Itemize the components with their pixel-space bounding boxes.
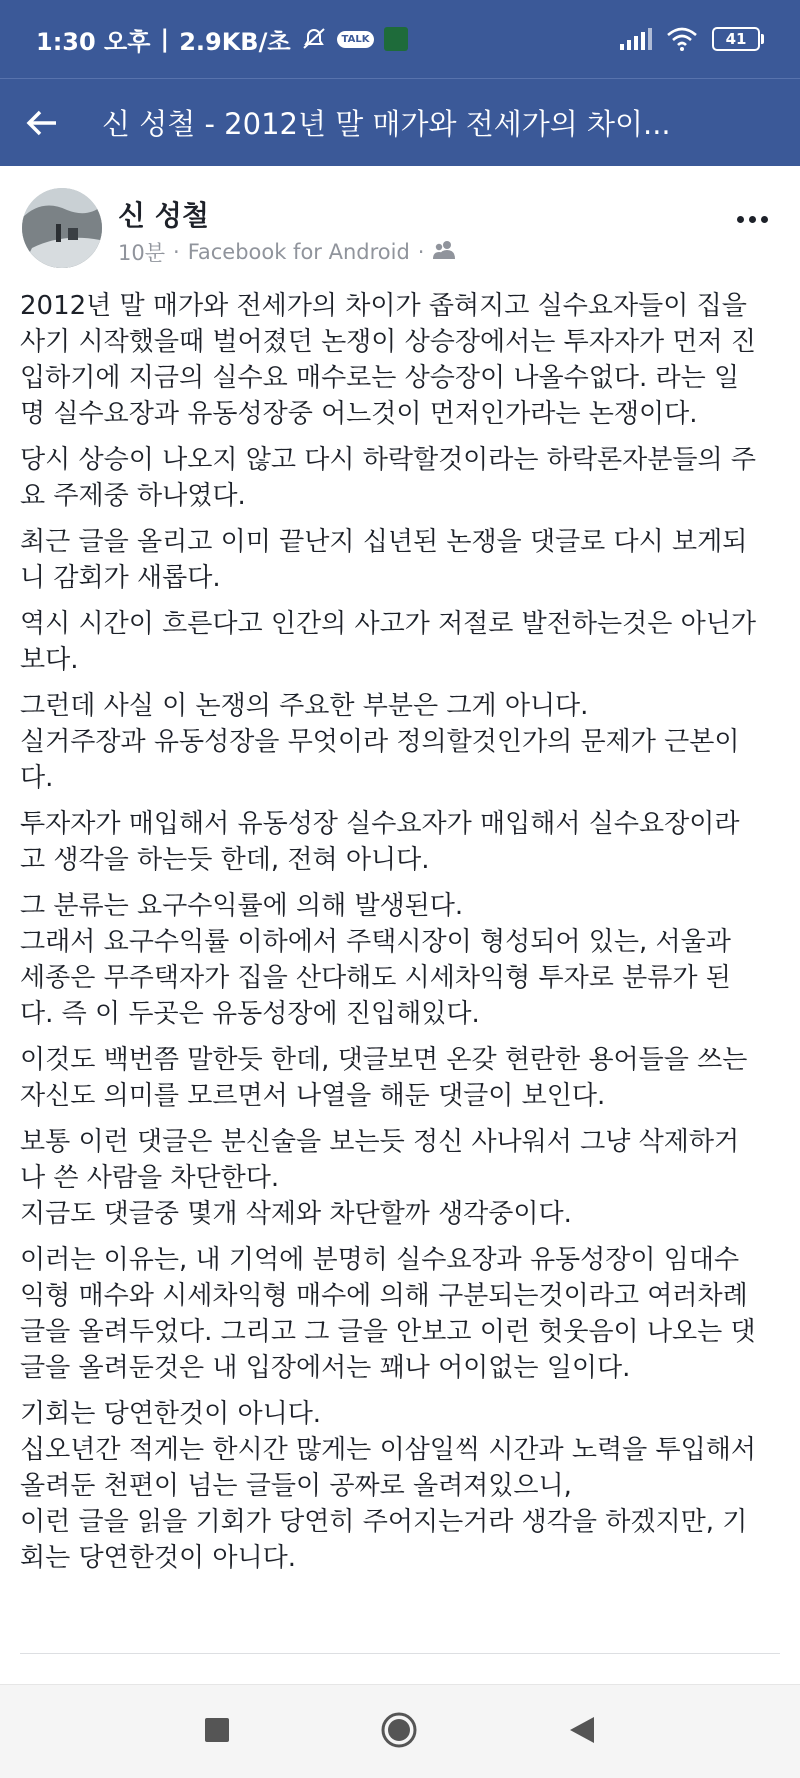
post-text-line: 실거주장과 유동성장을 무엇이라 정의할것인가의 문제가 근본이 [20, 727, 740, 757]
post-text-line: 십오년간 적게는 한시간 많게는 이삼일씩 시간과 노력을 투입해서 [20, 1435, 756, 1465]
post-paragraph [20, 688, 784, 796]
post-text-line: 익형 매수와 시세차익형 매수에 의해 구분되는것이라고 여러차례 [20, 1281, 748, 1311]
talk-icon: TALK [337, 31, 375, 48]
post-text-line: 요 주제중 하나였다. [20, 481, 246, 511]
meta-separator: · [173, 240, 180, 264]
post-text-line: 이러는 이유는, 내 기억에 분명히 실수요장과 유동성장이 임대수 [20, 1245, 740, 1275]
post-text-line: 그런데 사실 이 논쟁의 주요한 부분은 그게 아니다. [20, 691, 589, 721]
battery-level: 41 [712, 27, 760, 51]
post-text-line: 회는 당연한것이 아니다. [20, 1543, 296, 1573]
post-text-line: 이것도 백번쯤 말한듯 한데, 댓글보면 온갖 현란한 용어들을 쓰는 [20, 1045, 748, 1075]
status-time: 1:30 오후 [36, 27, 151, 56]
wifi-icon [666, 27, 698, 51]
page-title: 신 성철 - 2012년 말 매가와 전세가의 차이... [102, 107, 671, 141]
back-icon[interactable] [568, 1715, 596, 1749]
post-paragraph [20, 1042, 784, 1114]
post-paragraph [20, 1124, 784, 1232]
post-text-line: 글을 올려둔것은 내 입장에서는 꽤나 어이없는 일이다. [20, 1353, 631, 1383]
network-speed: 2.9KB/초 [179, 27, 291, 56]
battery-icon [712, 27, 764, 51]
post-paragraph [20, 524, 784, 596]
post-text-line: 사기 시작했을때 벌어졌던 논쟁이 상승장에서는 투자자가 먼저 진 [20, 327, 756, 357]
post-text-line: 보다. [20, 645, 79, 675]
post-text-line: 그 분류는 요구수익률에 의해 발생된다. [20, 891, 464, 921]
post-text-line: 고 생각을 하는듯 한데, 전혀 아니다. [20, 845, 430, 875]
post-text-line: 나 쓴 사람을 차단한다. [20, 1163, 280, 1193]
post-header [0, 182, 800, 282]
app-bar [0, 78, 800, 166]
friends-audience-icon [432, 240, 456, 265]
post-paragraph [20, 606, 784, 678]
post-meta [118, 237, 456, 267]
post-time[interactable]: 10분 [118, 241, 166, 265]
post-text-line: 투자자가 매입해서 유동성장 실수요자가 매입해서 실수요장이라 [20, 809, 740, 839]
navigation-bar [0, 1684, 800, 1778]
post-text-line: 글을 올려두었다. 그리고 그 글을 안보고 이런 헛웃음이 나오는 댓 [20, 1317, 756, 1347]
post-text-line: 당시 상승이 나오지 않고 다시 하락할것이라는 하락론자분들의 주 [20, 445, 756, 475]
post-paragraph [20, 442, 784, 514]
post-text-line: 지금도 댓글중 몇개 삭제와 차단할까 생각중이다. [20, 1199, 572, 1229]
post-text-line: 2012년 말 매가와 전세가의 차이가 좁혀지고 실수요자들이 집을 [20, 291, 747, 321]
author-name[interactable]: 신 성철 [118, 199, 209, 232]
post-text-line: 입하기에 지금의 실수요 매수로는 상승장이 나올수없다. 라는 일 [20, 363, 740, 393]
signal-icon [620, 28, 652, 50]
post-text-line: 이런 글을 읽을 기회가 당연히 주어지는거라 생각을 하겠지만, 기 [20, 1507, 748, 1537]
post-text-line: 보통 이런 댓글은 분신술을 보는듯 정신 사나워서 그냥 삭제하거 [20, 1127, 740, 1157]
divider [20, 1653, 780, 1654]
post-text-line: 다. 즉 이 두곳은 유동성장에 진입해있다. [20, 999, 480, 1029]
post-text-line: 그래서 요구수익률 이하에서 주택시장이 형성되어 있는, 서울과 [20, 927, 731, 957]
more-options-icon[interactable] [730, 204, 774, 234]
post-text-line: 최근 글을 올리고 이미 끝난지 십년된 논쟁을 댓글로 다시 보게되 [20, 527, 748, 557]
status-separator: | [160, 25, 170, 53]
mute-icon [301, 26, 327, 52]
back-arrow-icon[interactable] [0, 79, 84, 167]
post-source: Facebook for Android [187, 240, 410, 264]
post-text-line: 자신도 의미를 모르면서 나열을 해둔 댓글이 보인다. [20, 1081, 606, 1111]
post-text-line: 다. [20, 763, 54, 793]
post-actions-row [0, 1662, 800, 1684]
post-paragraph [20, 806, 784, 878]
meta-separator: · [417, 240, 425, 264]
avatar[interactable] [22, 188, 102, 268]
post-text-line: 명 실수요장과 유동성장중 어느것이 먼저인가라는 논쟁이다. [20, 399, 698, 429]
post-paragraph [20, 1396, 784, 1576]
app-icon [384, 27, 408, 51]
post-text-line: 올려둔 천편이 넘는 글들이 공짜로 올려져있으니, [20, 1471, 572, 1501]
post-body [20, 288, 784, 1586]
recents-icon[interactable] [204, 1717, 230, 1747]
post-text-line: 니 감회가 새롭다. [20, 563, 221, 593]
status-bar [0, 0, 800, 78]
post-text-line: 세종은 무주택자가 집을 산다해도 시세차익형 투자로 분류가 된 [20, 963, 731, 993]
post-text-line: 기회는 당연한것이 아니다. [20, 1399, 322, 1429]
post-paragraph [20, 1242, 784, 1386]
home-icon[interactable] [380, 1711, 418, 1753]
post-text-line: 역시 시간이 흐른다고 인간의 사고가 저절로 발전하는것은 아닌가 [20, 609, 756, 639]
post-paragraph [20, 288, 784, 432]
post-paragraph [20, 888, 784, 1032]
